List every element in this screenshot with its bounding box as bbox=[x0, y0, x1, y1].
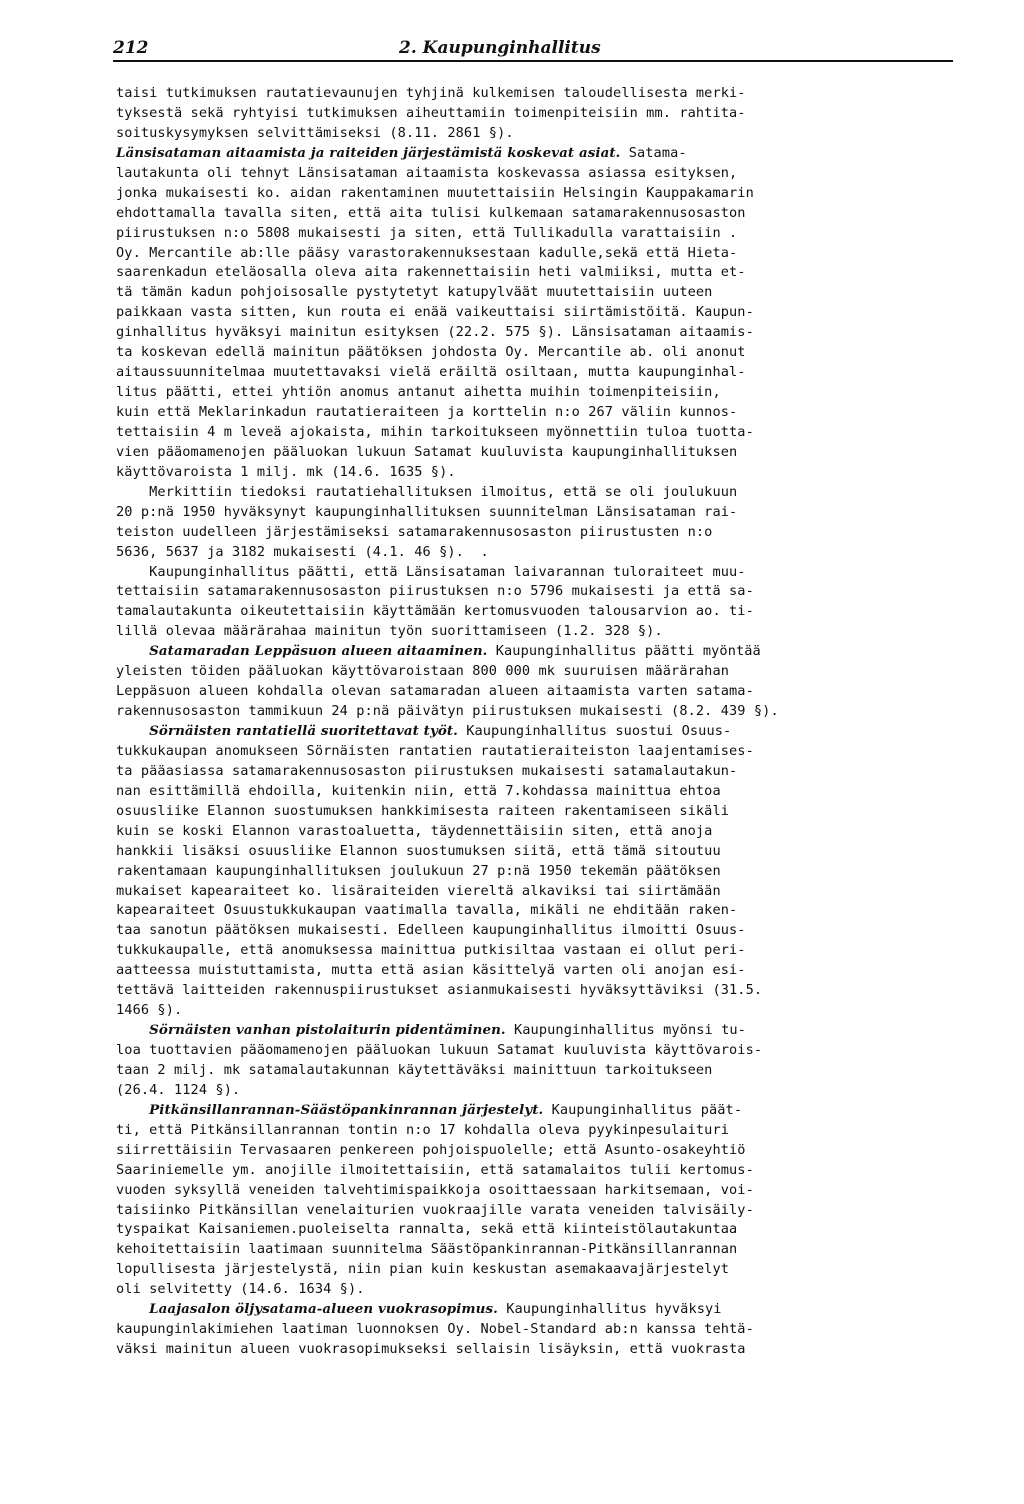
line-text: loa tuottavien pääomamenojen pääluokan lukuun Satamat kuuluvista käyttövarois- bbox=[116, 1042, 763, 1058]
line-text: rakennusosaston tammikuun 24 p:nä päivätyn piirustuksen mukaisesti (8.2. 439 §). bbox=[116, 703, 779, 720]
text-line bbox=[116, 244, 966, 264]
text-line bbox=[116, 543, 966, 563]
line-text: mukaiset kapearaiteet ko. lisäraiteiden viereltä alkaviksi tai siirtämään bbox=[116, 882, 721, 899]
line-text: 20 p:nä 1950 hyväksynyt kaupunginhallituksen suunnitelman Länsisataman rai- bbox=[116, 503, 738, 520]
line-text: kapearaiteet Osuustukkukaupan vaatimalla tavalla, mikäli ne ehditään raken- bbox=[116, 902, 738, 919]
line-text: Leppäsuon alueen kohdalla olevan satamaradan alueen aitaamista varten satama- bbox=[116, 683, 754, 700]
text-line bbox=[116, 1101, 966, 1121]
text-line bbox=[116, 224, 966, 244]
line-text: kaupunginlakimiehen laatiman luonnoksen Oy. Nobel-Standard ab:n kanssa tehtä- bbox=[116, 1321, 754, 1338]
line-text: yleisten töiden pääluokan käyttövaroistaan 800 000 mk suuruisen määrärahan bbox=[116, 663, 730, 680]
line-text: Oy. Mercantile ab:lle pääsy varastorakennuksestaan kadulle,sekä että Hieta- bbox=[116, 244, 738, 261]
text-line bbox=[116, 463, 966, 483]
line-text: Kaupunginhallitus päät- bbox=[543, 1101, 743, 1118]
line-text bbox=[116, 1022, 149, 1038]
section-heading: Länsisataman aitaamista ja raiteiden järjestämistä koskevat asiat. bbox=[116, 144, 621, 161]
text-line bbox=[116, 363, 966, 383]
text-line bbox=[116, 682, 966, 702]
text-line bbox=[116, 184, 966, 204]
line-text: tukkukaupalle, että anomuksessa mainittua putkisiltaa vastaan ei ollut peri- bbox=[116, 942, 746, 959]
section-heading: Pitkänsillanrannan-Säästöpankinrannan järjestelyt. bbox=[149, 1101, 544, 1118]
line-text: Kaupunginhallitus myönsi tu- bbox=[505, 1022, 746, 1039]
body-text bbox=[116, 84, 966, 1360]
text-line bbox=[116, 164, 966, 184]
line-text: teiston uudelleen järjestämiseksi satamarakennusosaston piirustusten n:o bbox=[116, 523, 713, 540]
text-line bbox=[116, 1340, 966, 1360]
line-text: jonka mukaisesti ko. aidan rakentaminen muutettaisiin Helsingin Kauppakamarin bbox=[116, 184, 754, 201]
line-text: Kaupunginhallitus päätti myöntää bbox=[487, 643, 761, 660]
line-text: soituskysymyksen selvittämiseksi (8.11. 2861 §). bbox=[116, 124, 514, 141]
text-line bbox=[116, 602, 966, 622]
line-text: Merkittiin tiedoksi rautatiehallituksen ilmoitus, että se oli joulukuun bbox=[116, 483, 738, 500]
line-text: Kaupunginhallitus hyväksyi bbox=[497, 1301, 722, 1318]
text-line bbox=[116, 1141, 966, 1161]
line-text: tyspaikat Kaisaniemen.puoleiselta rannalta, sekä että kiinteistölautakuntaa bbox=[116, 1221, 738, 1238]
text-line bbox=[116, 802, 966, 822]
text-line bbox=[116, 423, 966, 443]
text-line bbox=[116, 1320, 966, 1340]
line-text: oli selvitetty (14.6. 1634 §). bbox=[116, 1281, 365, 1298]
text-line bbox=[116, 343, 966, 363]
text-line bbox=[116, 1201, 966, 1221]
line-text: aitaussuunnitelmaa muutettavaksi vielä eräiltä osiltaan, mutta kaupunginhal- bbox=[116, 364, 746, 381]
text-line bbox=[116, 961, 966, 981]
page-header bbox=[113, 38, 953, 62]
text-line bbox=[116, 842, 966, 862]
line-text: käyttövaroista 1 milj. mk (14.6. 1635 §). bbox=[116, 463, 456, 480]
section-heading: Laajasalon öljysatama-alueen vuokrasopimus. bbox=[149, 1301, 498, 1318]
text-line bbox=[116, 622, 966, 642]
text-line bbox=[116, 383, 966, 403]
line-text: tettävä laitteiden rakennuspiirustukset asianmukaisesti hyväksyttäviksi (31.5. bbox=[116, 982, 763, 999]
line-text: nan esittämillä ehdoilla, kuitenkin niin, että 7.kohdassa mainittua ehtoa bbox=[116, 782, 721, 799]
text-line bbox=[116, 901, 966, 921]
text-line bbox=[116, 144, 966, 164]
text-line bbox=[116, 503, 966, 523]
text-line bbox=[116, 1001, 966, 1021]
section-heading: Sörnäisten rantatiellä suoritettavat työt. bbox=[149, 723, 458, 739]
line-text: taa sanotun päätöksen mukaisesti. Edelleen kaupunginhallitus ilmoitti Osuus- bbox=[116, 922, 746, 939]
line-text: vuoden syksyllä veneiden talvehtimispaikkoja osoittaessaan harkitsemaan, voi- bbox=[116, 1181, 754, 1198]
line-text: taisiinko Pitkänsillan venelaiturien vuokraajille varata veneiden talvisäily- bbox=[116, 1201, 754, 1218]
text-line bbox=[116, 1300, 966, 1320]
text-line bbox=[116, 263, 966, 283]
line-text: Satama- bbox=[620, 144, 687, 161]
text-line bbox=[116, 563, 966, 583]
line-text: siirrettäisiin Tervasaaren penkereen pohjoispuolelle; että Asunto-osakeyhtiö bbox=[116, 1141, 746, 1158]
line-text: Kaupunginhallitus päätti, että Länsisataman laivarannan tuloraiteet muu- bbox=[116, 563, 746, 580]
line-text: vien pääomamenojen pääluokan lukuun Satamat kuuluvista kaupunginhallituksen bbox=[116, 443, 738, 460]
text-line bbox=[116, 1181, 966, 1201]
text-line bbox=[116, 1121, 966, 1141]
text-line bbox=[116, 1041, 966, 1061]
line-text: taisi tutkimuksen rautatievaunujen tyhjinä kulkemisen taloudellisesta merki- bbox=[116, 85, 746, 101]
line-text: tamalautakunta oikeutettaisiin käyttämään kertomusvuoden talousarvion ao. ti- bbox=[116, 603, 754, 620]
text-line bbox=[116, 702, 966, 722]
text-line bbox=[116, 1280, 966, 1300]
text-line bbox=[116, 523, 966, 543]
line-text: piirustuksen n:o 5808 mukaisesti ja siten, että Tullikadulla varattaisiin . bbox=[116, 224, 738, 241]
text-line bbox=[116, 882, 966, 902]
text-line bbox=[116, 722, 966, 742]
section-heading: Satamaradan Leppäsuon alueen aitaaminen. bbox=[149, 643, 488, 660]
line-text: tettaisiin 4 m leveä ajokaista, mihin tarkoitukseen myönnettiin tuloa tuotta- bbox=[116, 423, 754, 440]
line-text: osuusliike Elannon suostumuksen hankkimisesta raiteen rakentamiseen sikäli bbox=[116, 802, 730, 819]
line-text bbox=[116, 643, 149, 659]
line-text: hankkii lisäksi osuusliike Elannon suostumuksen siitä, että tämä sitoutuu bbox=[116, 842, 721, 859]
text-line bbox=[116, 104, 966, 124]
line-text: 1466 §). bbox=[116, 1002, 183, 1019]
text-line bbox=[116, 1061, 966, 1081]
line-text: kuin että Meklarinkadun rautatieraiteen ja korttelin n:o 267 väliin kunnos- bbox=[116, 404, 738, 420]
line-text bbox=[116, 1301, 149, 1317]
line-text: ti, että Pitkänsillanrannan tontin n:o 17 kohdalla oleva pyykinpesulaituri bbox=[116, 1121, 730, 1138]
text-line bbox=[116, 981, 966, 1001]
text-line bbox=[116, 1081, 966, 1101]
line-text: 5636, 5637 ja 3182 mukaisesti (4.1. 46 §). . bbox=[116, 543, 489, 560]
text-line bbox=[116, 782, 966, 802]
line-text: ginhallitus hyväksyi mainitun esityksen (22.2. 575 §). Länsisataman aitaamis- bbox=[116, 324, 754, 341]
text-line bbox=[116, 204, 966, 224]
text-line bbox=[116, 862, 966, 882]
text-line bbox=[116, 1161, 966, 1181]
text-line bbox=[116, 1021, 966, 1041]
line-text: lautakunta oli tehnyt Länsisataman aitaamista koskevassa asiassa esityksen, bbox=[116, 164, 738, 181]
line-text: tettaisiin satamarakennusosaston piirustuksen n:o 5796 mukaisesti ja että sa- bbox=[116, 583, 754, 600]
header-rule bbox=[113, 60, 953, 62]
line-text: saarenkadun eteläosalla oleva aita rakennettaisiin heti valmiiksi, mutta et- bbox=[116, 264, 746, 281]
line-text: paikkaan vasta sitten, kun routa ei enää vaikeuttaisi siirtämistöitä. Kaupun- bbox=[116, 304, 754, 321]
text-line bbox=[116, 742, 966, 762]
line-text: tä tämän kadun pohjoisosalle pystytetyt katupylväät muutettaisiin uuteen bbox=[116, 284, 713, 301]
line-text: ehdottamalla tavalla siten, että aita tulisi kulkemaan satamarakennusosaston bbox=[116, 204, 746, 221]
line-text: ta pääasiassa satamarakennusosaston piirustuksen mukaisesti satamalautakun- bbox=[116, 762, 738, 779]
text-line bbox=[116, 1220, 966, 1240]
line-text: lopullisesta järjestelystä, niin pian kuin keskustan asemakaavajärjestelyt bbox=[116, 1261, 730, 1278]
text-line bbox=[116, 921, 966, 941]
text-line bbox=[116, 642, 966, 662]
text-line bbox=[116, 483, 966, 503]
line-text: tukkukaupan anomukseen Sörnäisten rantatien rautatieraiteiston laajentamises- bbox=[116, 742, 754, 759]
line-text: taan 2 milj. mk satamalautakunnan käytettäväksi mainittuun tarkoitukseen bbox=[116, 1061, 713, 1078]
text-line bbox=[116, 1240, 966, 1260]
text-line bbox=[116, 941, 966, 961]
line-text: kuin se koski Elannon varastoaluetta, täydennettäisiin siten, että anoja bbox=[116, 822, 713, 839]
text-line bbox=[116, 403, 966, 423]
line-text: kehoitettaisiin laatimaan suunnitelma Säästöpankinrannan-Pitkänsillanrannan bbox=[116, 1241, 738, 1258]
text-line bbox=[116, 124, 966, 144]
line-text: Saariniemelle ym. anojille ilmoitettaisiin, että satamalaitos tulii kertomus- bbox=[116, 1161, 754, 1178]
line-text: (26.4. 1124 §). bbox=[116, 1081, 241, 1098]
line-text: litus päätti, ettei yhtiön anomus antanut aihetta muihin toimenpiteisiin, bbox=[116, 384, 721, 401]
running-title: 2. Kaupunginhallitus bbox=[399, 38, 601, 58]
line-text: rakentamaan kaupunginhallituksen joulukuun 27 p:nä 1950 tekemän päätöksen bbox=[116, 862, 721, 879]
text-line bbox=[116, 283, 966, 303]
line-text: ta koskevan edellä mainitun päätöksen johdosta Oy. Mercantile ab. oli anonut bbox=[116, 344, 746, 361]
text-line bbox=[116, 822, 966, 842]
text-line bbox=[116, 582, 966, 602]
text-line bbox=[116, 662, 966, 682]
text-line bbox=[116, 84, 966, 104]
text-line bbox=[116, 443, 966, 463]
text-line bbox=[116, 323, 966, 343]
page-number: 212 bbox=[113, 38, 149, 58]
line-text: aatteessa muistuttamista, mutta että asian käsittelyä varten oli anojan esi- bbox=[116, 962, 746, 979]
text-line bbox=[116, 1260, 966, 1280]
line-text: lillä olevaa määrärahaa mainitun työn suorittamiseen (1.2. 328 §). bbox=[116, 623, 663, 640]
line-text: väksi mainitun alueen vuokrasopimukseksi sellaisin lisäyksin, että vuokrasta bbox=[116, 1341, 746, 1358]
line-text: tyksestä sekä ryhtyisi tutkimuksen aiheuttamiin toimenpiteisiin mm. rahtita- bbox=[116, 104, 746, 121]
line-text bbox=[116, 723, 149, 739]
line-text: Kaupunginhallitus suostui Osuus- bbox=[457, 723, 732, 739]
line-text bbox=[116, 1102, 149, 1118]
text-line bbox=[116, 303, 966, 323]
text-line bbox=[116, 762, 966, 782]
section-heading: Sörnäisten vanhan pistolaiturin pidentäminen. bbox=[149, 1022, 506, 1039]
